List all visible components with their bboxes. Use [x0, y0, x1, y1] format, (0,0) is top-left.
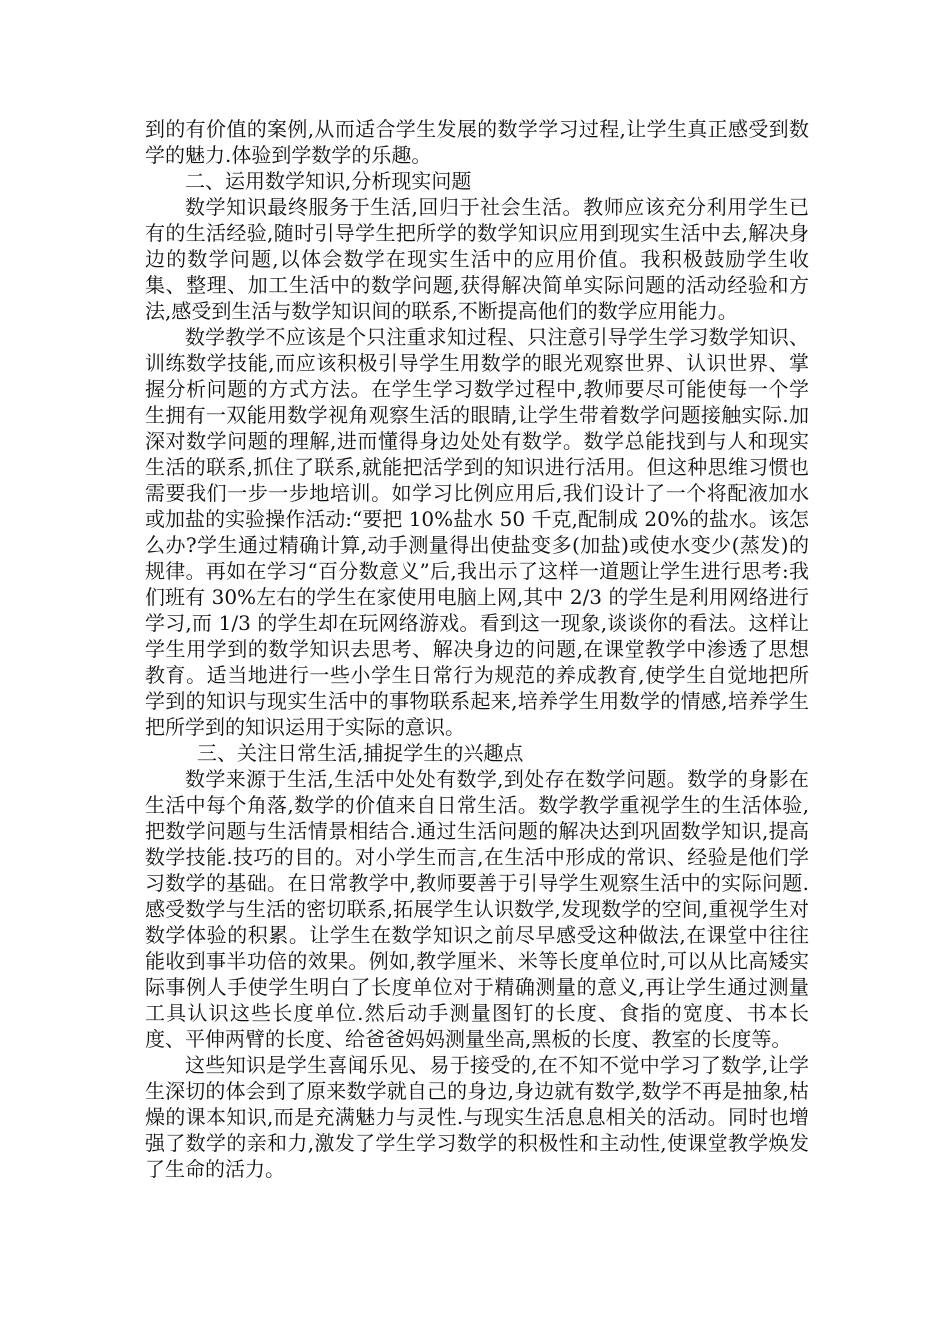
paragraph-body: 数学来源于生活,生活中处处有数学,到处存在数学问题。数学的身影在生活中每个角落,数学的价值来自日常生活。数学教学重视学生的生活体验,把数学问题与生活情景相结合.通过生活问题的解决达到巩固数学知识,提高数学技能.技巧的目的。对小学生而言,在生活中形成的常识、经验是他们学习数学的基础。在日常教学中,教师要善于引导学生观察生活中的实际问题.感受数学与生活的密切联系,拓展学生认识数学,发现数学的空间,重视学生对数学体验的积累。让学生在数学知识之前尽早感受这种做法,在课堂中往往能收到事半功倍的效果。例如,教学厘米、米等长度单位时,可以从比高矮实际事例人手使学生明白了长度单位对于精确测量的意义,再让学生通过测量工具认识这些长度单位.然后动手测量图钉的长度、食指的宽度、书本长度、平伸两臂的长度、给爸爸妈妈测量坐高,黑板的长度、教室的长度等。: [145, 767, 809, 1051]
paragraph-body: 这些知识是学生喜闻乐见、易于接受的,在不知不觉中学习了数学,让学生深切的体会到了原来数学就自己的身边,身边就有数学,数学不再是抽象,枯燥的课本知识,而是充满魅力与灵性.与现实生活息息相关的活动。同时也增强了数学的亲和力,激发了学生学习数学的积极性和主动性,使课堂教学焕发了生命的活力。: [145, 1053, 809, 1181]
document-page: [145, 116, 809, 1182]
section-heading-2: 二、运用数学知识,分析现实问题: [185, 169, 472, 193]
paragraph-body: 数学知识最终服务于生活,回归于社会生活。教师应该充分利用学生已有的生活经验,随时引导学生把所学的数学知识应用到现实生活中去,解决身边的数学问题,以体会数学在现实生活中的应用价值。我积极鼓励学生收集、整理、加工生活中的数学问题,获得解决简单实际问题的活动经验和方法,感受到生活与数学知识间的联系,不断提高他们的数学应用能力。: [145, 195, 809, 323]
paragraph-body: 数学教学不应该是个只注重求知过程、只注意引导学生学习数学知识、训练数学技能,而应该积极引导学生用数学的眼光观察世界、认识世界、掌握分析问题的方式方法。在学生学习数学过程中,教师要尽可能使每一个学生拥有一双能用数学视角观察生活的眼睛,让学生带着数学问题接触实际.加深对数学问题的理解,进而懂得身边处处有数学。数学总能找到与人和现实生活的联系,抓住了联系,就能把活学到的知识进行活用。但这种思维习惯也需要我们一步一步地培训。如学习比例应用后,我们设计了一个将配液加水或加盐的实验操作活动:“要把 10%盐水 50 千克,配制成 20%的盐水。该怎么办?学生通过精确计算,动手测量得出使盐变多(加盐)或使水变少(蒸发)的规律。再如在学习“百分数意义”后,我出示了这样一道题让学生进行思考:我们班有 30%左右的学生在家使用电脑上网,其中 2/3 的学生是利用网络进行学习,而 1/3 的学生却在玩网络游戏。看到这一现象,谈谈你的看法。这样让学生用学到的数学知识去思考、解决身边的问题,在课堂教学中渗透了思想教育。适当地进行一些小学生日常行为规范的养成教育,使学生自觉地把所学到的知识与现实生活中的事物联系起来,培养学生用数学的情感,培养学生把所学到的知识运用于实际的意识。: [145, 325, 809, 739]
section-heading-3: 三、关注日常生活,捕捉学生的兴趣点: [197, 741, 524, 765]
paragraph-continuation: 到的有价值的案例,从而适合学生发展的数学学习过程,让学生真正感受到数学的魅力.体验到学数学的乐趣。: [145, 117, 809, 167]
